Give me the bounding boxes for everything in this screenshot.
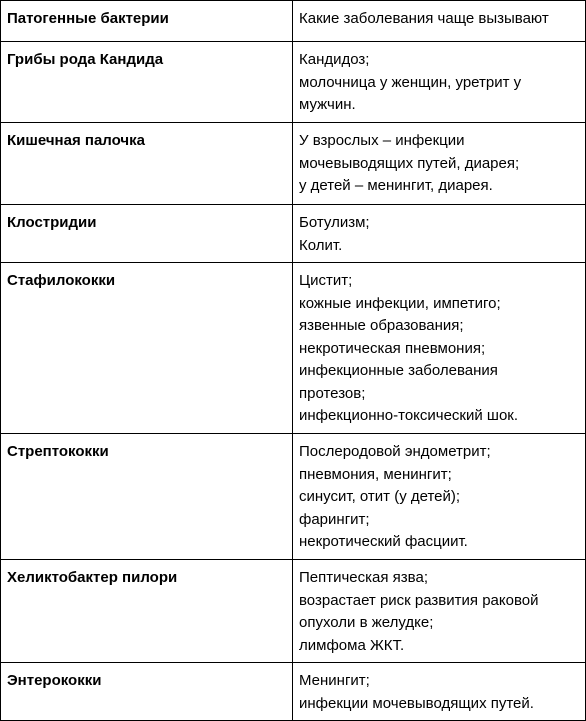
diseases-cell	[293, 205, 586, 263]
header-bacteria-text: Патогенные бактерии	[7, 10, 169, 27]
diseases-cell	[293, 263, 586, 434]
disease-line: некротический фасциит.	[299, 533, 468, 550]
diseases-cell	[293, 42, 586, 123]
bacterium-name: Энтерококки	[7, 672, 102, 689]
diseases-cell	[293, 434, 586, 560]
diseases-cell	[293, 560, 586, 663]
bacterium-name: Стрептококки	[7, 443, 109, 460]
table-row	[1, 42, 586, 123]
disease-line: протезов;	[299, 384, 366, 402]
bacterium-cell	[1, 560, 293, 663]
disease-line: некротическая пневмония;	[299, 339, 486, 357]
disease-line: инфекционные заболевания	[299, 362, 498, 379]
disease-line: фарингит;	[299, 510, 370, 528]
disease-line: Ботулизм;	[299, 214, 370, 231]
bacterium-name: Стафилококки	[7, 272, 116, 289]
diseases-cell	[293, 123, 586, 205]
bacterium-cell	[1, 123, 293, 205]
disease-line: Кандидоз;	[299, 51, 370, 68]
disease-line: Менингит;	[299, 672, 370, 689]
table-row	[1, 263, 586, 434]
diseases-cell	[293, 663, 586, 721]
disease-line: возрастает риск развития раковой	[299, 591, 539, 609]
disease-line: синусит, отит (у детей);	[299, 488, 461, 505]
header-cell-bacteria	[1, 1, 293, 42]
bacterium-cell	[1, 42, 293, 123]
bacterium-cell	[1, 263, 293, 434]
table-header-row	[1, 1, 586, 42]
disease-line: у детей – менингит, диарея.	[299, 177, 493, 194]
disease-line: мужчин.	[299, 96, 356, 113]
disease-line: Колит.	[299, 236, 343, 254]
disease-line: Послеродовой эндометрит;	[299, 443, 491, 460]
table-row	[1, 205, 586, 263]
disease-line: мочевыводящих путей, диарея;	[299, 154, 520, 172]
bacterium-name: Хеликтобактер пилори	[7, 569, 178, 586]
table-body	[1, 1, 586, 721]
table-row	[1, 123, 586, 205]
bacterium-cell	[1, 434, 293, 560]
disease-line: инфекционно-токсический шок.	[299, 407, 519, 424]
bacterium-name: Грибы рода Кандида	[7, 51, 164, 68]
disease-line: инфекции мочевыводящих путей.	[299, 694, 534, 712]
disease-line: пневмония, менингит;	[299, 465, 452, 483]
table-row	[1, 434, 586, 560]
table-row	[1, 663, 586, 721]
bacterium-cell	[1, 205, 293, 263]
disease-line: кожные инфекции, импетиго;	[299, 294, 501, 312]
disease-line: опухоли в желудке;	[299, 614, 434, 631]
header-diseases-text: Какие заболевания чаще вызывают	[299, 10, 549, 27]
disease-line: лимфома ЖКТ.	[299, 636, 405, 654]
disease-line: язвенные образования;	[299, 317, 464, 334]
disease-line: Пептическая язва;	[299, 569, 428, 586]
disease-line: молочница у женщин, уретрит у	[299, 73, 522, 91]
header-cell-diseases	[293, 1, 586, 42]
disease-line: Цистит;	[299, 272, 353, 289]
table-row	[1, 560, 586, 663]
bacterium-name: Клостридии	[7, 214, 97, 231]
disease-line: У взрослых – инфекции	[299, 132, 465, 149]
bacterium-name: Кишечная палочка	[7, 132, 145, 149]
bacterium-cell	[1, 663, 293, 721]
